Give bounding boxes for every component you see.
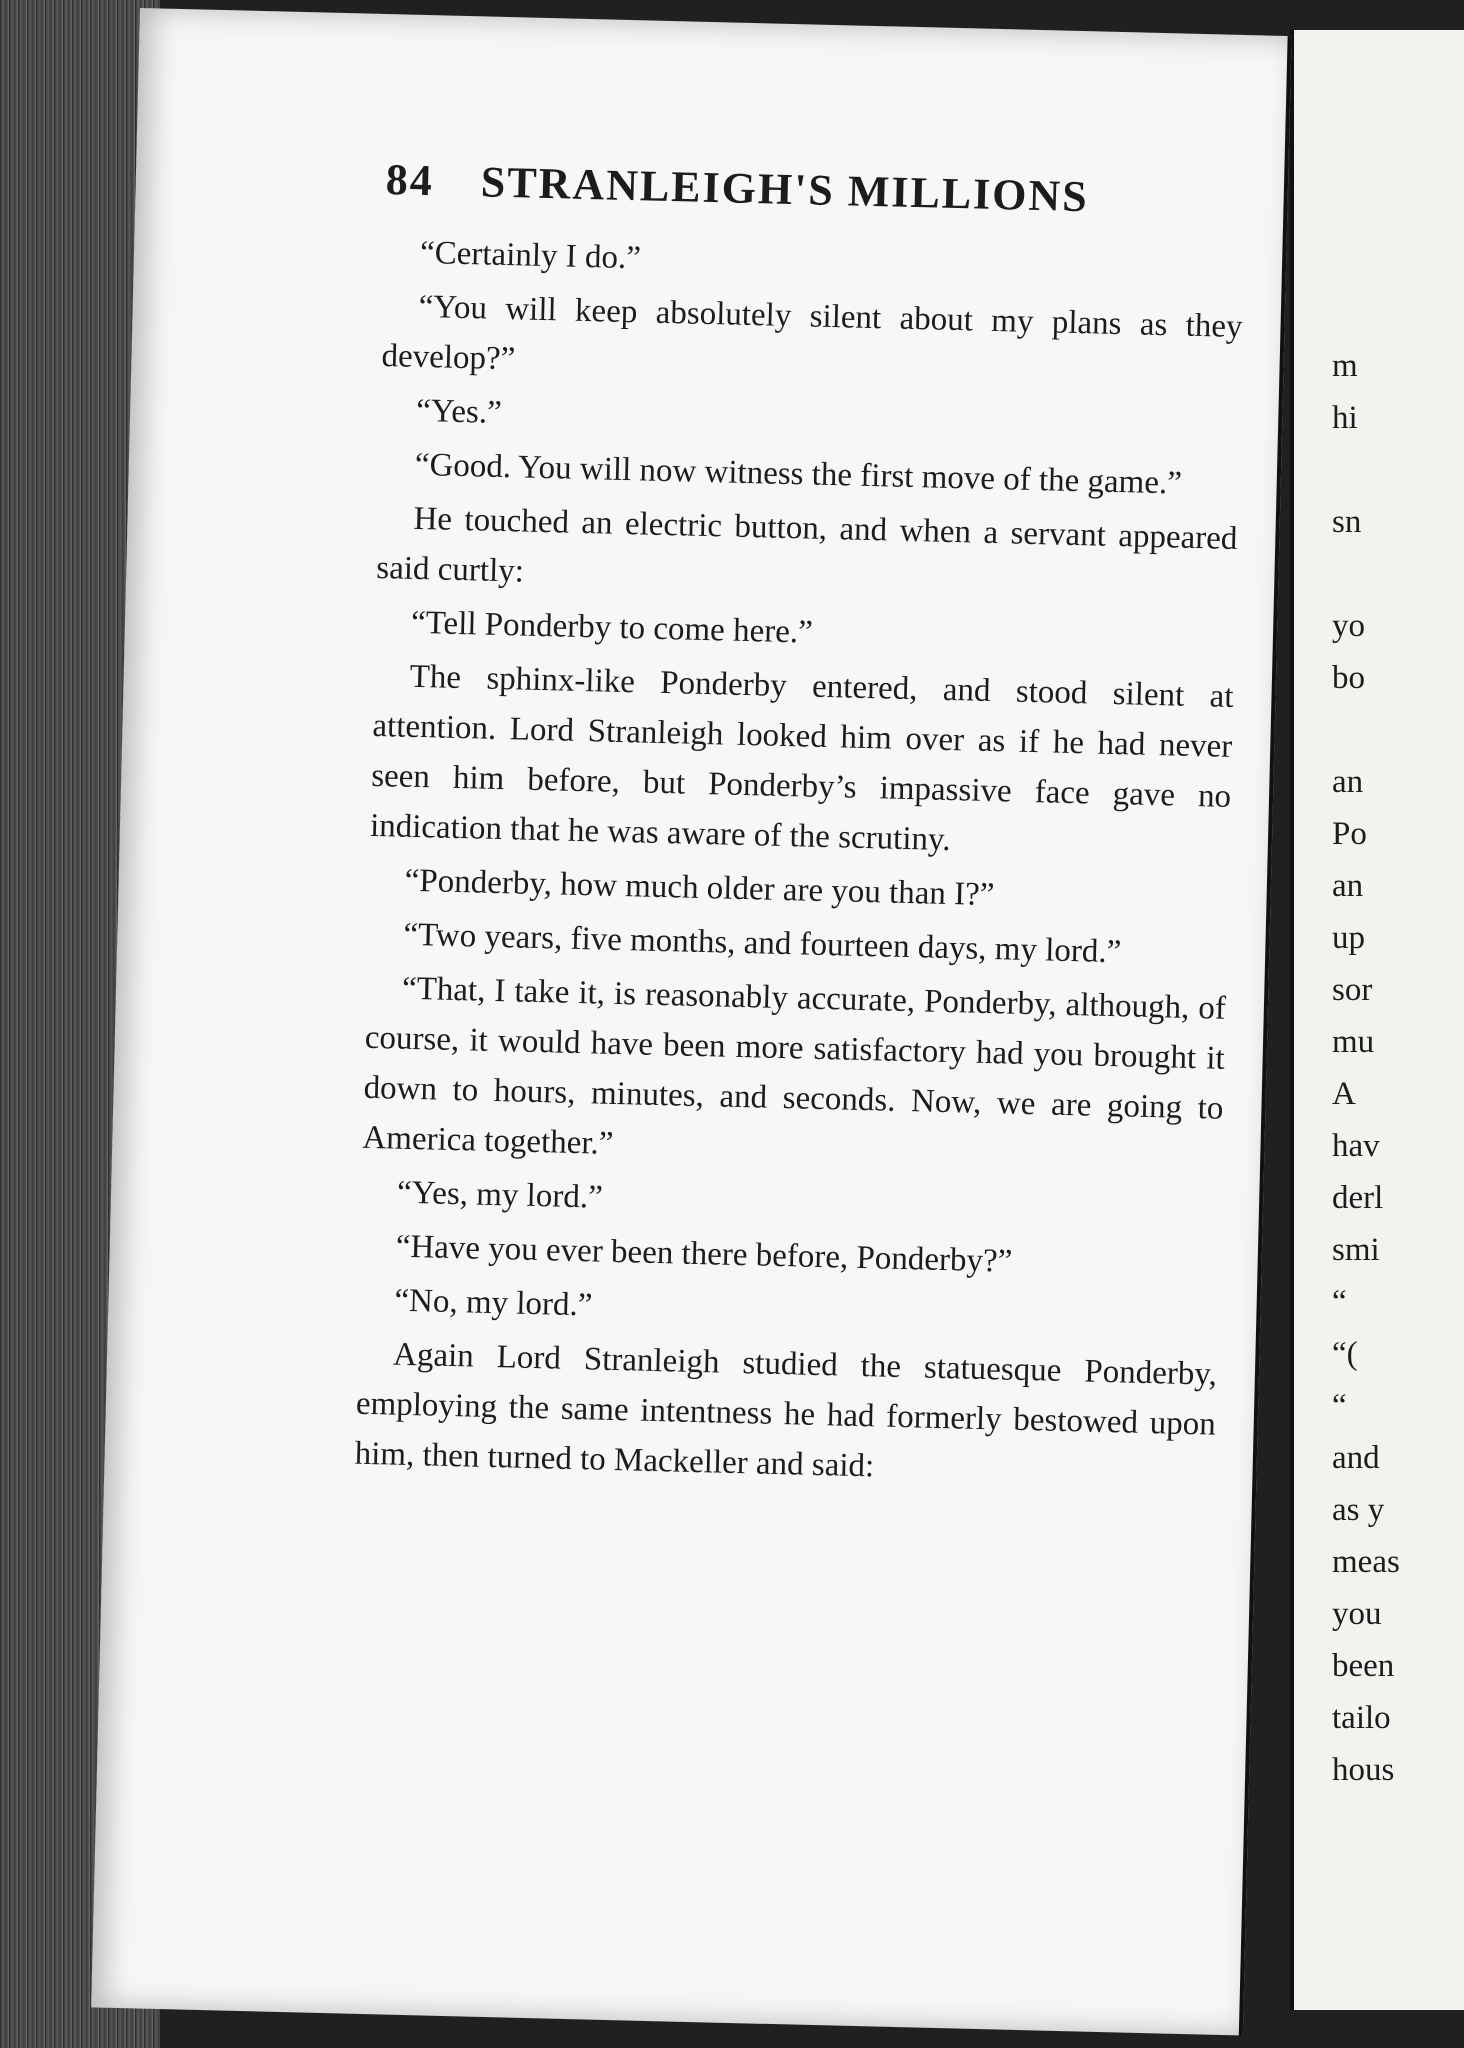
page-number: 84 [385, 155, 435, 206]
facing-line-fragment: yo [1332, 608, 1365, 644]
facing-line-fragment [1332, 548, 1400, 600]
book-page [91, 8, 1292, 2036]
facing-line-fragment: derl [1332, 1180, 1384, 1216]
paragraph: “Yes.” [415, 392, 503, 431]
facing-line-fragment: “ [1332, 1284, 1347, 1320]
facing-line-fragment: and [1332, 1440, 1380, 1476]
facing-line-fragment: up [1332, 920, 1365, 956]
facing-page [1290, 30, 1464, 2010]
paragraph: “Certainly I do.” [419, 234, 642, 277]
facing-line-fragment [1332, 704, 1400, 756]
facing-line-fragment: hous [1332, 1752, 1395, 1788]
facing-line-fragment: you [1332, 1596, 1382, 1632]
facing-line-fragment: Po [1332, 816, 1367, 852]
facing-line-fragment: as y [1332, 1492, 1385, 1528]
paragraph: “Have you ever been there before, Ponderby?” [395, 1228, 1013, 1280]
paragraph: “Two years, five months, and fourteen days, my lord.” [402, 916, 1122, 971]
paragraph: “No, my lord.” [394, 1282, 593, 1324]
running-head [385, 154, 1246, 226]
facing-line-fragment: m [1332, 348, 1358, 384]
facing-line-fragment: “ [1332, 1388, 1347, 1424]
facing-line-fragment [1332, 444, 1400, 496]
paragraph: “Ponderby, how much older are you than I?” [404, 862, 995, 914]
facing-line-fragment: sn [1332, 504, 1362, 540]
paragraph: “Yes, my lord.” [396, 1174, 604, 1216]
page-content [354, 154, 1246, 1504]
facing-line-fragment: an [1332, 868, 1364, 904]
facing-line-fragment: been [1332, 1648, 1395, 1684]
facing-line-fragment: “( [1332, 1336, 1358, 1372]
facing-line-fragment: an [1332, 764, 1364, 800]
paragraph: The sphinx-like Ponderby entered, and stood silent at attention. Lord Stranleigh looked him over as if he had never seen him before, but Ponderby’s impassive face gave no indication that he was aware of the scrutiny. [369, 658, 1234, 859]
paragraph: “Good. You will now witness the first move of the game.” [414, 446, 1183, 502]
paragraph: “That, I take it, is reasonably accurate, Ponderby, although, of course, it would have been more satisfactory had you brought it down to hours, minutes, and seconds. Now, we are going to America together.” [362, 970, 1227, 1162]
paragraph: He touched an electric button, and when a servant appeared said curtly: [375, 500, 1238, 590]
running-title: STRANLEIGH'S MILLIONS [480, 157, 1090, 222]
facing-page-text [1332, 340, 1400, 1796]
facing-line-fragment: tailo [1332, 1700, 1391, 1736]
facing-line-fragment: meas [1332, 1544, 1400, 1580]
paragraph: Again Lord Stranleigh studied the statuesque Ponderby, employing the same intentness he had formerly bestowed upon him, then turned to Mackeller and said: [354, 1336, 1218, 1485]
facing-line-fragment: mu [1332, 1024, 1375, 1060]
facing-line-fragment: sor [1332, 972, 1373, 1008]
facing-line-fragment: hi [1332, 400, 1358, 436]
paragraph: “Tell Ponderby to come here.” [410, 604, 814, 651]
paragraph: “You will keep absolutely silent about my plans as they develop?” [381, 288, 1243, 378]
facing-line-fragment: smi [1332, 1232, 1380, 1268]
facing-line-fragment: bo [1332, 660, 1365, 696]
facing-line-fragment: A [1332, 1076, 1356, 1112]
facing-line-fragment: hav [1332, 1128, 1380, 1164]
